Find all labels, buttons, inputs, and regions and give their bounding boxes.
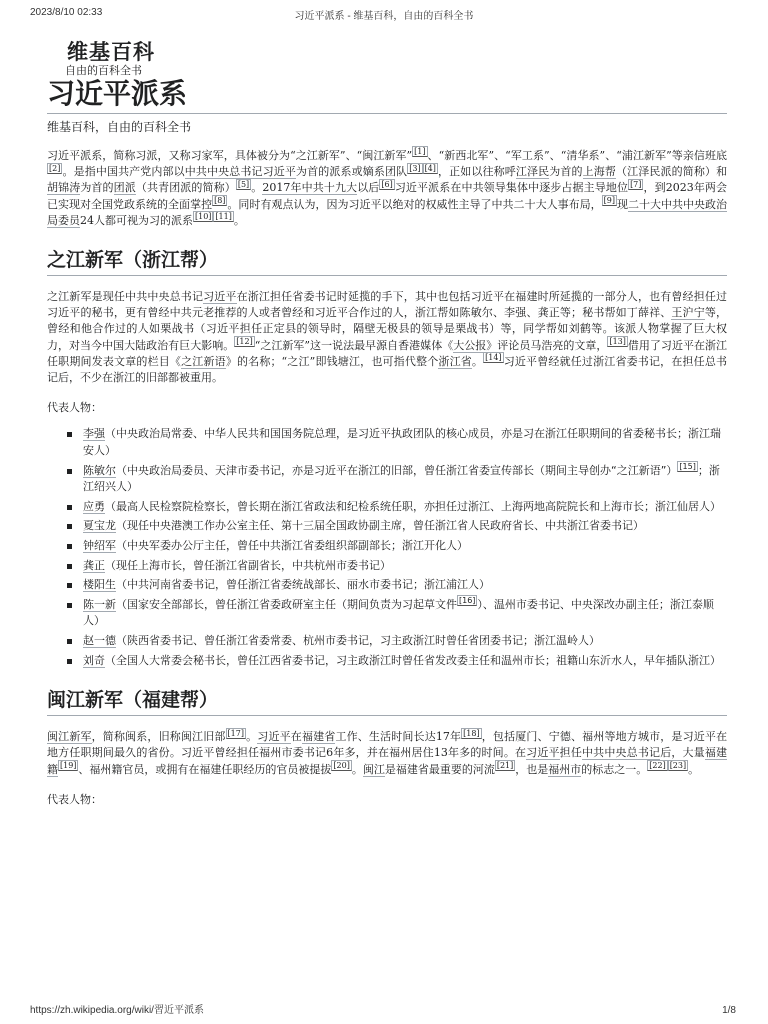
- person-link[interactable]: 应勇: [83, 499, 105, 513]
- text-run: 、福州籍官员，或拥有在福建任职经历的官员被提拔: [78, 762, 332, 776]
- text-run: 。: [245, 730, 258, 744]
- citation-ref[interactable]: [12]: [236, 336, 253, 346]
- article-page: [47, 40, 727, 808]
- person-description: （中央政治局委员、天津市委书记，亦是习近平在浙江的旧部，曾任浙江省委宣传部长（期间主导创办“之江新语”）: [116, 463, 678, 477]
- text-run: 。: [688, 762, 700, 776]
- article-link[interactable]: 之江新语: [181, 354, 226, 368]
- logo-name: 维基百科: [67, 39, 155, 64]
- person-description: （中共河南省委书记，曾任浙江省委统战部长、丽水市委书记；浙江浦江人）: [116, 578, 490, 592]
- citation-ref[interactable]: [19]: [60, 760, 77, 770]
- text-run: 。: [471, 354, 484, 368]
- list-item: [67, 558, 727, 575]
- bullet-icon: [67, 564, 72, 569]
- citation-ref[interactable]: [9]: [603, 195, 615, 205]
- page-title: 习近平派系: [47, 77, 727, 114]
- article-link[interactable]: 闽江: [362, 762, 385, 776]
- text-run: 是福建省最重要的河流: [384, 762, 495, 776]
- citation-ref[interactable]: [8]: [214, 195, 226, 205]
- page-number: 1/8: [722, 1005, 736, 1016]
- person-link[interactable]: 楼阳生: [83, 578, 116, 592]
- logo-tagline: 自由的百科全书: [65, 64, 142, 77]
- text-run: 为首的: [80, 181, 114, 195]
- section-paragraph-minjiang: [47, 729, 727, 778]
- article-link[interactable]: 江泽民: [515, 165, 550, 179]
- text-run: ，到2023年两会已实现对全国党政系统的全面掌控: [47, 181, 728, 211]
- text-run: 习近平派系在中共领导集体中逐步占据主导地位: [394, 181, 629, 195]
- wikipedia-logo[interactable]: [47, 40, 727, 77]
- citation-ref[interactable]: [11]: [215, 212, 232, 222]
- text-run: 。是指中国共产党内部以: [62, 165, 185, 179]
- print-footer: [0, 1002, 768, 1024]
- representatives-label: 代表人物：: [47, 792, 102, 806]
- article-link[interactable]: 习近平: [526, 746, 560, 760]
- article-link[interactable]: 闽江新军: [47, 730, 92, 744]
- text-run: 在: [290, 730, 302, 744]
- text-run: 。: [233, 213, 245, 227]
- text-run: 》评论员马浩亮的文章，: [486, 338, 608, 352]
- text-run: 为首的派系或嫡系团队: [296, 165, 408, 179]
- text-run: 、“新西北军”、“军工系”、“清华系”、“浦江新军”等亲信班底: [427, 149, 727, 162]
- citation-ref[interactable]: [22]: [649, 760, 666, 770]
- print-header: [0, 0, 768, 22]
- text-run: 现: [616, 197, 628, 211]
- bullet-icon: [67, 659, 72, 664]
- citation-ref[interactable]: [20]: [333, 760, 350, 770]
- citation-ref[interactable]: [14]: [485, 353, 502, 363]
- print-url: https://zh.wikipedia.org/wiki/習近平派系: [30, 1005, 204, 1016]
- list-item: [67, 463, 727, 496]
- citation-ref[interactable]: [16]: [459, 596, 476, 606]
- text-run: 在浙江担任省委书记时延揽的手下，其中也包括习近平在福建时所延揽的一部分人，也有曾经担任过习近平的秘书，更有曾经中共元老推荐的人或者曾经和习近平合作过的人，浙江帮如陈敏尔、李强、龚正等；秘书帮如丁薛祥、: [47, 290, 728, 320]
- person-description: （现任上海市长，曾任浙江省副省长，中共杭州市委书记）: [105, 558, 391, 572]
- list-item: [67, 633, 727, 650]
- text-run: 。同时有观点认为，因为习近平以绝对的权威性主导了中共二十大人事布局，: [227, 197, 602, 211]
- citation-ref[interactable]: [21]: [496, 760, 514, 770]
- text-run: 担任: [559, 746, 583, 760]
- bullet-icon: [67, 544, 72, 549]
- section-heading-minjiang: 闽江新军（福建帮）: [47, 687, 727, 716]
- bullet-icon: [67, 505, 72, 510]
- article-link[interactable]: 中共中央总书记: [184, 165, 263, 179]
- representatives-list: [47, 426, 727, 669]
- person-description: （中央政治局常委、中华人民共和国国务院总理，是习近平执政团队的核心成员，亦是习在浙江任职期间的省委秘书长；浙江瑞安人）: [83, 427, 721, 458]
- section-heading-zhijiang: 之江新军（浙江帮）: [47, 247, 727, 276]
- list-item: [67, 499, 727, 516]
- citation-ref[interactable]: [1]: [414, 147, 426, 157]
- article-link[interactable]: 2017年中共十九大: [262, 181, 358, 195]
- bullet-icon: [67, 583, 72, 588]
- intro-paragraph: [47, 148, 727, 229]
- text-run: 工作、生活时间长达17年: [335, 730, 462, 744]
- person-description: ；浙江绍兴人）: [83, 463, 720, 494]
- text-run: 的标志之一。: [581, 762, 648, 776]
- person-description: （陕西省委书记、曾任浙江省委常委、杭州市委书记，习主政浙江时曾任省团委书记；浙江温岭人）: [116, 633, 600, 647]
- person-link[interactable]: 赵一德: [83, 633, 116, 647]
- text-run: 24人都可视为习的派系: [80, 213, 193, 227]
- article-link[interactable]: 习近平: [203, 290, 237, 304]
- text-run: 以后: [357, 181, 380, 195]
- person-link[interactable]: 陈敏尔: [83, 463, 116, 477]
- text-run: 。: [251, 181, 263, 195]
- person-link[interactable]: 龚正: [83, 558, 105, 572]
- print-date: 2023/8/10 02:33: [30, 7, 103, 18]
- article-link[interactable]: 浙江省: [438, 354, 472, 368]
- text-run: ，正如以往称呼: [437, 165, 516, 179]
- list-item: [67, 518, 727, 535]
- section-paragraph-zhijiang: [47, 289, 727, 386]
- text-run: 等，曾经和他合作过的人如栗战书（习近平担任正定县的领导时，隔壁无极县的领导是栗战书）等，同学帮如刘鹤等。该派人物掌握了巨大权力，对当今中国大陆政治有巨大影响。: [47, 306, 728, 352]
- article-link[interactable]: 习近平: [257, 730, 291, 744]
- text-run: 习近平曾经就任过浙江省委书记，在担任总书记后，不少在浙江的旧部都被重用。: [47, 354, 728, 385]
- bullet-icon: [67, 432, 72, 437]
- bullet-icon: [67, 639, 72, 644]
- bullet-icon: [67, 603, 72, 608]
- article-link[interactable]: 习近平: [262, 165, 297, 179]
- citation-ref[interactable]: [6]: [381, 179, 393, 189]
- citation-ref[interactable]: [2]: [49, 163, 61, 173]
- list-item: [67, 653, 727, 670]
- person-link[interactable]: 李强: [83, 427, 105, 441]
- citation-ref[interactable]: [4]: [424, 163, 436, 173]
- person-description: （全国人大常委会秘书长，曾任江西省委书记，习主政浙江时曾任省发改委主任和温州市长；祖籍山东沂水人，早年插队浙江）: [105, 653, 721, 667]
- bullet-icon: [67, 469, 72, 474]
- citation-ref[interactable]: [5]: [237, 179, 250, 189]
- article-link[interactable]: 中共中央总书记: [582, 746, 661, 760]
- article-link[interactable]: 福建省: [301, 730, 336, 744]
- citation-ref[interactable]: [13]: [609, 336, 626, 346]
- list-item: [67, 538, 727, 555]
- citation-ref[interactable]: [15]: [679, 461, 696, 471]
- text-run: 。: [351, 762, 363, 776]
- representatives-label: 代表人物：: [47, 401, 102, 415]
- person-link[interactable]: 陈一新: [83, 597, 116, 611]
- citation-ref[interactable]: [10]: [195, 212, 212, 222]
- article-link[interactable]: 二十大中共中央政治局委员: [47, 197, 728, 227]
- person-description: （现任中央港澳工作办公室主任、第十三届全国政协副主席，曾任浙江省人民政府省长、中共浙江省委书记）: [116, 519, 644, 533]
- person-description: ）、温州市委书记、中央深改办副主任；浙江泰顺人）: [83, 597, 714, 628]
- print-title: 习近平派系 - 维基百科，自由的百科全书: [294, 11, 474, 22]
- article-link[interactable]: 上海帮: [582, 165, 616, 179]
- article-link[interactable]: 胡锦涛: [47, 181, 81, 195]
- text-run: 借用了习近平在浙江任职期间发表文章的栏目《: [47, 338, 728, 368]
- list-item: [67, 426, 727, 459]
- text-run: 为首的: [549, 165, 583, 179]
- list-item: [67, 577, 727, 594]
- person-link[interactable]: 刘奇: [83, 653, 105, 667]
- article-link[interactable]: 团派: [113, 181, 136, 195]
- citation-ref[interactable]: [18]: [463, 728, 480, 738]
- text-run: “之江新军”这一说法最早源自香港媒体《: [254, 338, 454, 352]
- citation-ref[interactable]: [7]: [630, 179, 642, 189]
- text-run: ，包括厦门、宁德、福州等地方城市，是习近平在地方任职期间最久的省份。习近平曾经担任福州市委书记6年多，并在福州居住13年多的时间。在: [47, 730, 728, 760]
- text-run: 》的名称；“之江”即钱塘江，也可指代整个: [225, 354, 439, 368]
- article-link[interactable]: 福州市: [548, 762, 582, 776]
- text-run: ，简称闽系，旧称闽江旧部: [91, 730, 226, 744]
- person-link[interactable]: 钟绍军: [83, 539, 116, 552]
- person-description: （中央军委办公厅主任，曾任中共浙江省委组织部副部长；浙江开化人）: [116, 539, 468, 552]
- article-link[interactable]: 大公报: [453, 338, 487, 352]
- article-link[interactable]: 王沪宁: [671, 306, 705, 320]
- text-run: 后，大量: [660, 746, 705, 760]
- text-run: 习近平派系，简称习派，又称习家军，具体被分为“之江新军”、“闽江新军”: [47, 149, 413, 162]
- citation-ref[interactable]: [23]: [669, 760, 687, 770]
- article-link[interactable]: 福建籍: [47, 746, 728, 776]
- text-run: 之江新军是现任中共中央总书记: [47, 290, 204, 304]
- person-link[interactable]: 夏宝龙: [83, 519, 116, 533]
- citation-ref[interactable]: [3]: [409, 163, 421, 173]
- bullet-icon: [67, 524, 72, 529]
- list-item: [67, 597, 727, 630]
- text-run: （江泽民派的简称）和: [616, 165, 728, 179]
- person-description: （国家安全部部长，曾任浙江省委政研室主任（期间负责为习起草文件: [116, 597, 457, 611]
- site-subtitle: 维基百科，自由的百科全书: [47, 120, 192, 134]
- text-run: （共青团派的简称）: [135, 181, 236, 195]
- person-description: （最高人民检察院检察长，曾长期在浙江省政法和纪检系统任职，亦担任过浙江、上海两地高院院长和上海市长；浙江仙居人）: [105, 499, 721, 513]
- citation-ref[interactable]: [17]: [227, 728, 244, 738]
- text-run: ，也是: [515, 762, 549, 776]
